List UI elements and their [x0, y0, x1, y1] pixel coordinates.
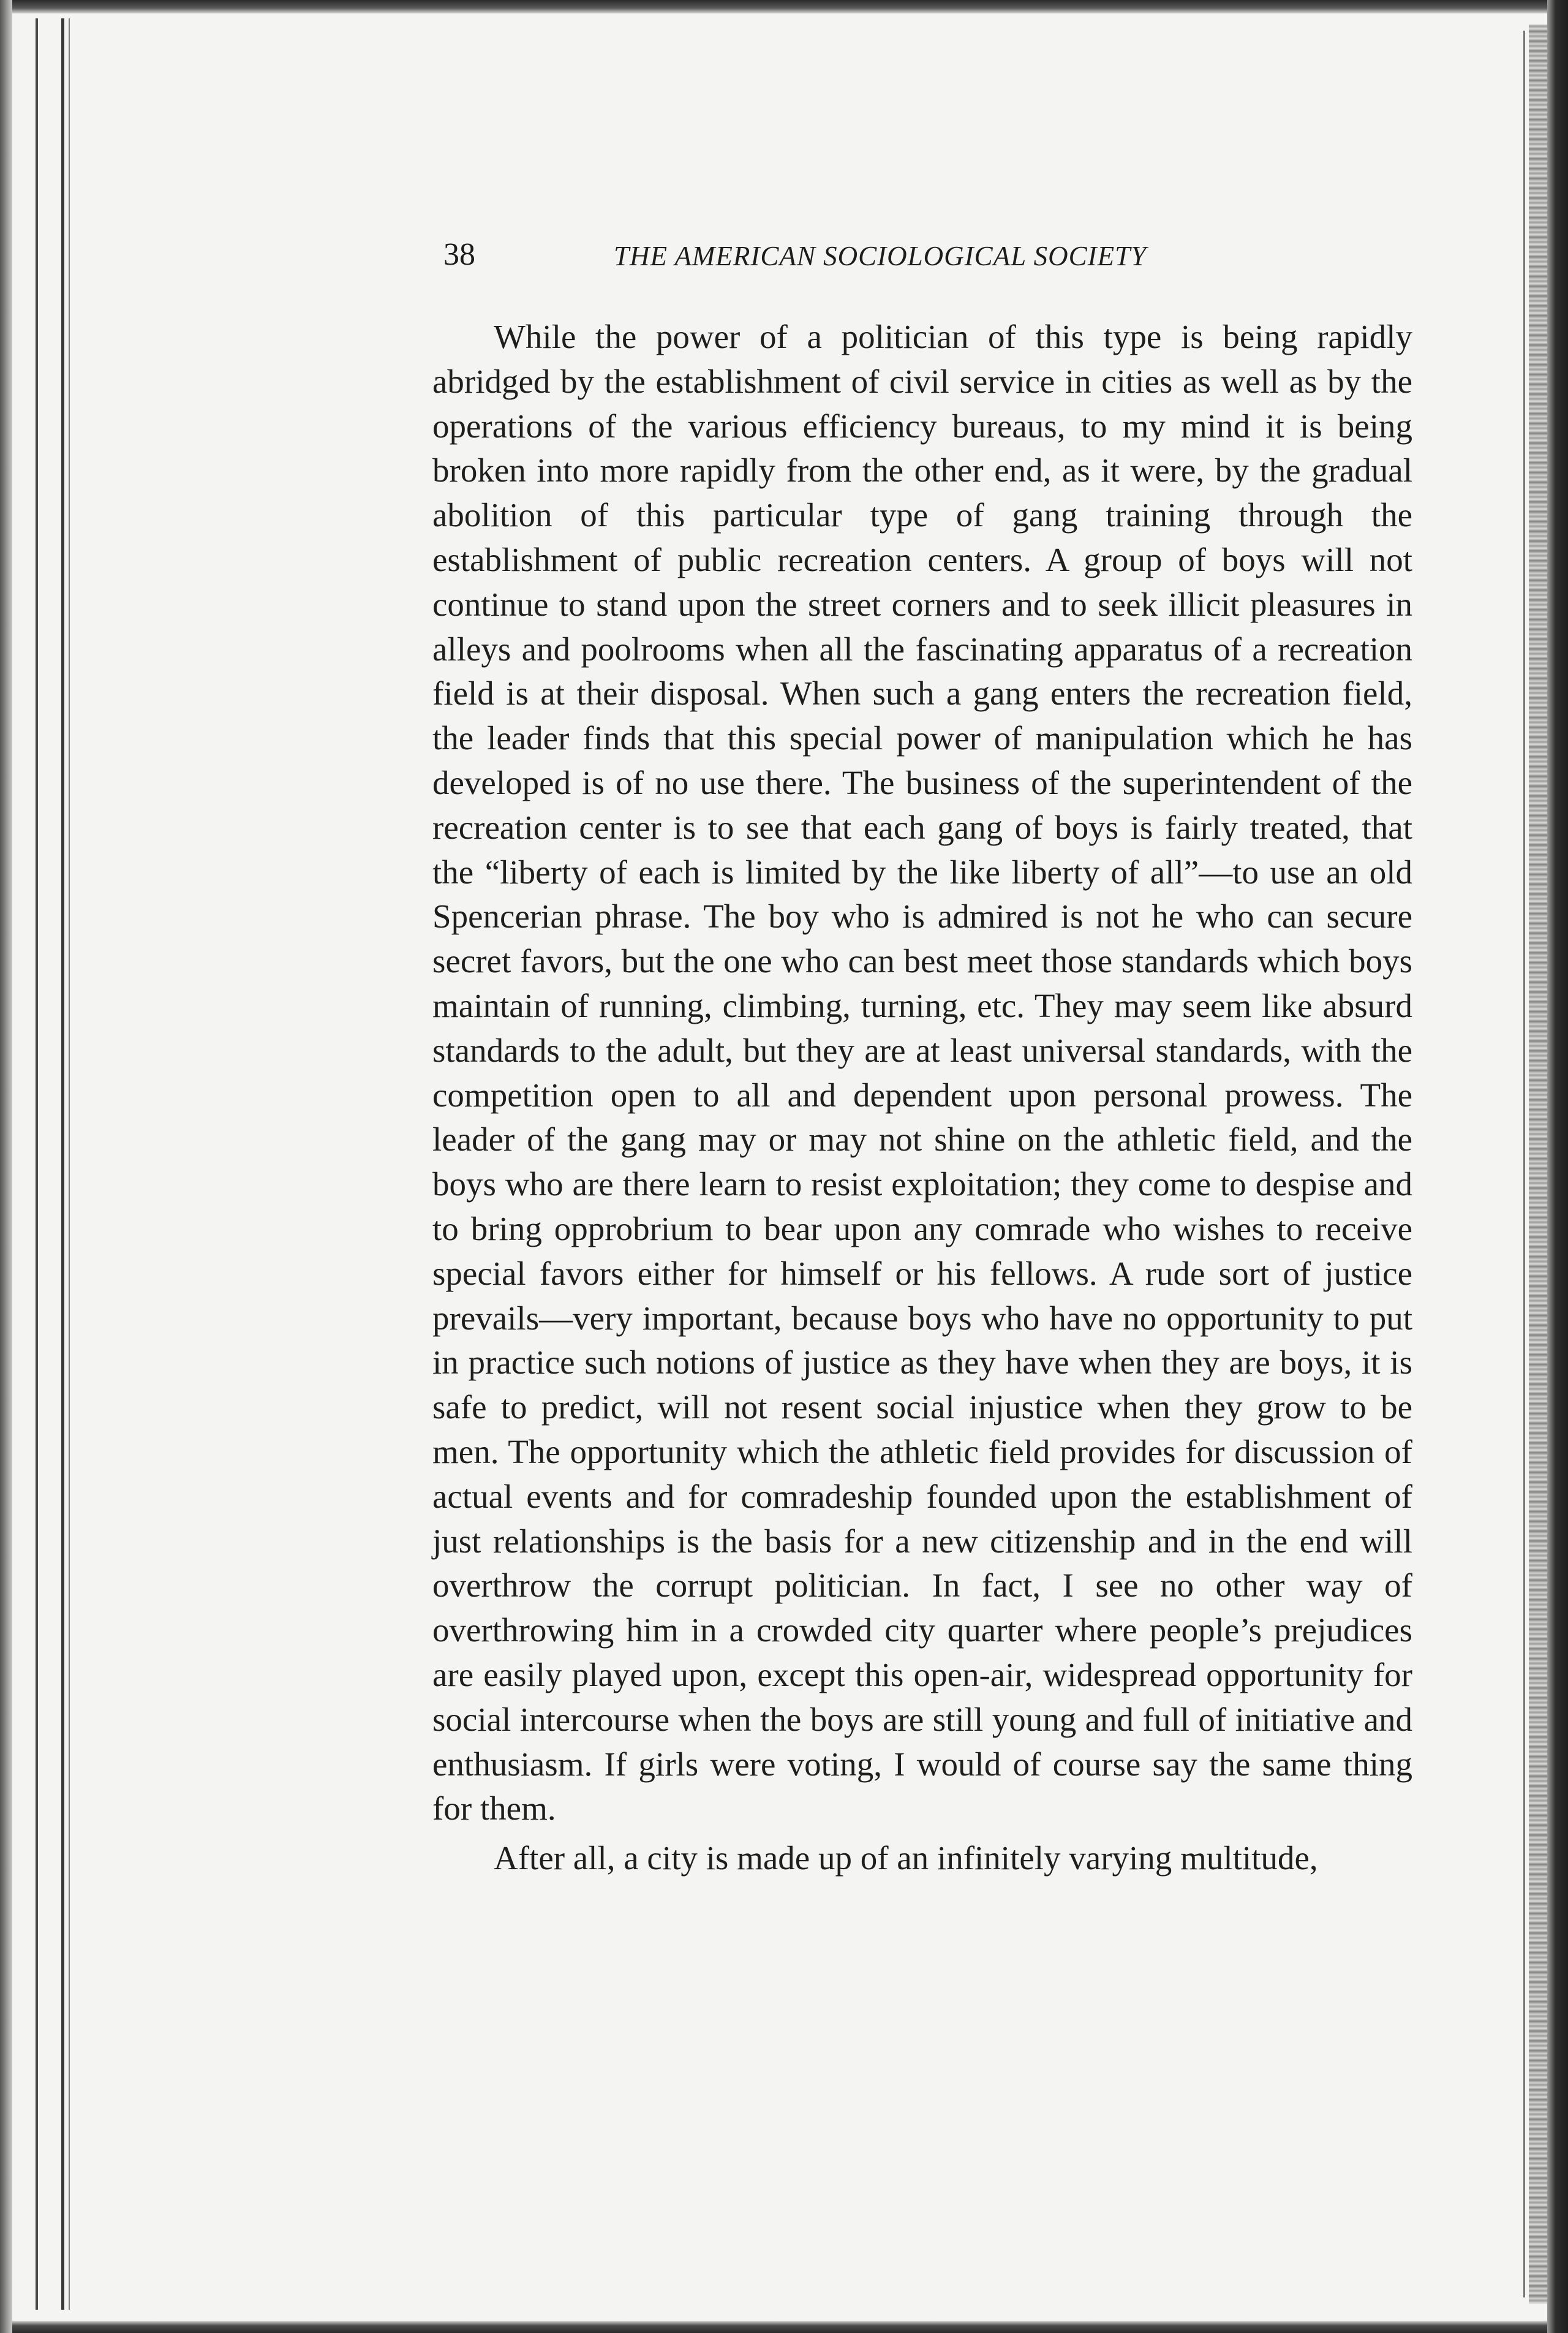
- scan-border-left: [0, 0, 12, 2333]
- binding-line: [36, 18, 38, 2310]
- scan-border-top: [0, 0, 1568, 13]
- page-header: [443, 232, 1252, 281]
- paragraph: While the power of a politician of this type is being rapidly abridged by the establishment of civil service in cities as well as by the operations of the various efficiency bureaus, to my mind it is being broken into more rapidly from the other end, as it were, by the gradual abolition of this particular type of gang training through the establishment of public recreation centers. A group of boys will not continue to stand upon the street corners and to seek illicit pleasures in alleys and poolrooms when all the fascinating apparatus of a recreation field is at their disposal. When such a gang enters the recreation field, the leader finds that this special power of manipulation which he has developed is of no use there. The business of the superintendent of the recreation center is to see that each gang of boys is fairly treated, that the “liberty of each is limited by the like liberty of all”—to use an old Spencerian phrase. The boy who is admired is not he who can secure secret favors, but the one who can best meet those standards which boys maintain of running, climbing, turning, etc. They may seem like absurd standards to the adult, but they are at least universal standards, with the competition open to all and dependent upon personal prowess. The leader of the gang may or may not shine on the athletic field, and the boys who are there learn to resist exploitation; they come to despise and to bring opprobrium to bear upon any comrade who wishes to receive special favors either for himself or his fellows. A rude sort of justice prevails—very important, because boys who have no opportunity to put in practice such notions of justice as they have when they are boys, it is safe to predict, will not resent social injustice when they grow to be men. The opportunity which the athletic field provides for discussion of actual events and for comradeship founded upon the establishment of just relationships is the basis for a new citizenship and in the end will overthrow the corrupt politician. In fact, I see no other way of overthrowing him in a crowded city quarter where people’s prejudices are easily played upon, except this open-air, widespread opportunity for social intercourse when the boys are still young and full of initiative and enthusiasm. If girls were voting, I would of course say the same thing for them.: [432, 318, 1412, 1828]
- running-head: THE AMERICAN SOCIOLOGICAL SOCIETY: [614, 241, 1147, 271]
- binding-line: [61, 18, 64, 2310]
- binding-line: [69, 18, 70, 2310]
- scan-border-bottom: [0, 2321, 1568, 2333]
- page-edge-line: [1523, 31, 1525, 2297]
- body-text: [432, 315, 1412, 1881]
- page-number: 38: [443, 237, 475, 272]
- paragraph: After all, a city is made up of an infinitely varying multitude,: [494, 1839, 1318, 1877]
- page-edge-shadow: [1529, 25, 1547, 2304]
- scan-border-right: [1547, 0, 1568, 2333]
